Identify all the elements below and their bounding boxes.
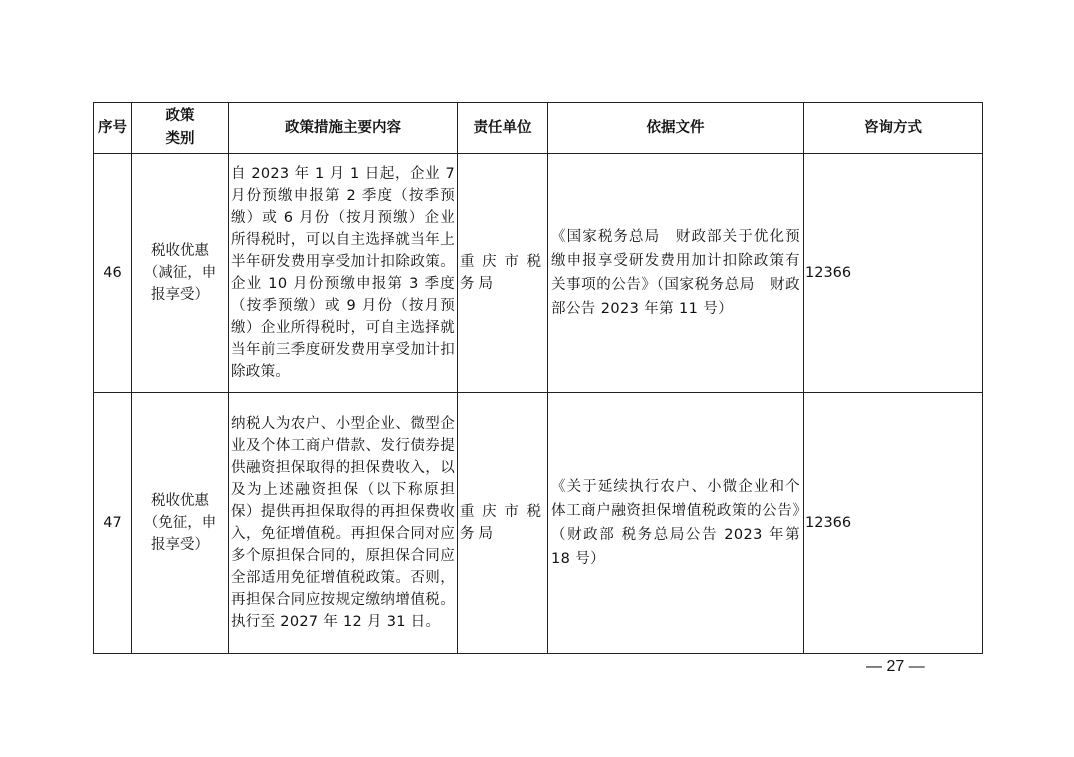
policy-category: 税收优惠 （减征，申 报享受） (132, 154, 229, 393)
header-document: 依据文件 (548, 103, 804, 154)
header-no: 序号 (94, 103, 132, 154)
table-row (94, 393, 983, 654)
header-row (94, 103, 983, 154)
basis-document: 《国家税务总局 财政部关于优化预缴申报享受研发费用加计扣除政策有关事项的公告》（国家税务总局 财政部公告 2023 年第 11 号） (548, 154, 804, 393)
policy-table (93, 102, 983, 654)
row-number: 46 (94, 154, 132, 393)
responsible-unit: 重庆市税务局 (458, 393, 548, 654)
contact-method: 12366 (804, 393, 983, 654)
policy-content: 纳税人为农户、小型企业、微型企业及个体工商户借款、发行债券提供融资担保取得的担保费收入，以及为上述融资担保（以下称原担保）提供再担保取得的再担保费收入，免征增值税。再担保合同对应多个原担保合同的，原担保合同应全部适用免征增值税政策。否则，再担保合同应按规定缴纳增值税。执行至 2027 年 12 月 31 日。 (229, 393, 458, 654)
table-row (94, 154, 983, 393)
table-header (94, 103, 983, 154)
row-number: 47 (94, 393, 132, 654)
header-contact: 咨询方式 (804, 103, 983, 154)
contact-method: 12366 (804, 154, 983, 393)
header-unit: 责任单位 (458, 103, 548, 154)
basis-document: 《关于延续执行农户、小微企业和个体工商户融资担保增值税政策的公告》（财政部 税务总局公告 2023 年第 18 号） (548, 393, 804, 654)
responsible-unit: 重庆市税务局 (458, 154, 548, 393)
header-content: 政策措施主要内容 (229, 103, 458, 154)
policy-category: 税收优惠 （免征，申 报享受） (132, 393, 229, 654)
policy-content: 自 2023 年 1 月 1 日起，企业 7 月份预缴申报第 2 季度（按季预缴）或 6 月份（按月预缴）企业所得税时，可以自主选择就当年上半年研发费用享受加计扣除政策。企业 10 月份预缴申报第 3 季度（按季预缴）或 9 月份（按月预缴）企业所得税时，可自主选择就当年前三季度研发费用享受加计扣除政策。 (229, 154, 458, 393)
header-category: 政策 类别 (132, 103, 229, 154)
page-number: — 27 — (866, 658, 925, 675)
